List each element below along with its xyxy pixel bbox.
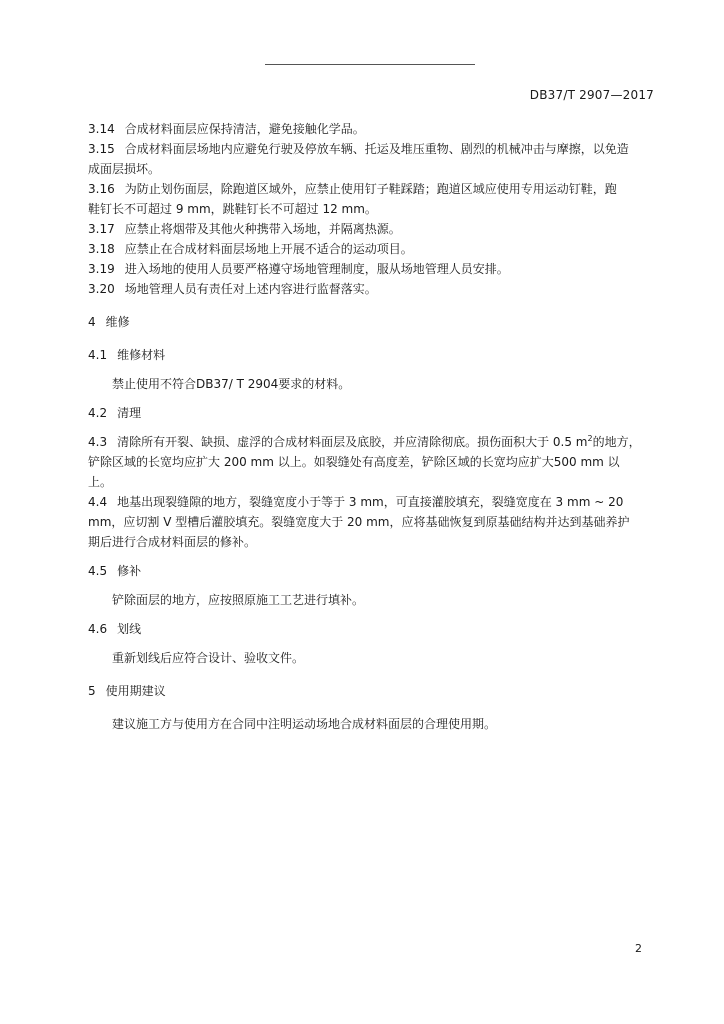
clause-3-20 <box>88 279 668 299</box>
subsection-title: 划线 <box>117 622 142 636</box>
clause-number: 3.15 <box>88 142 115 156</box>
clause-number: 3.17 <box>88 222 115 236</box>
subsection-4-6-body: 重新划线后应符合设计、验收文件。 <box>112 651 305 665</box>
subsection-number: 4.1 <box>88 348 108 362</box>
section-5-heading <box>88 681 668 701</box>
clause-4-4 <box>88 492 668 512</box>
clause-number: 3.18 <box>88 242 115 256</box>
clause-text: 场地管理人员有责任对上述内容进行监督落实。 <box>124 282 377 296</box>
clause-text: 地基出现裂缝隙的地方，裂缝宽度小于等于 3 mm，可直接灌胶填充，裂缝宽度在 3 mm ~ 20 <box>117 495 624 509</box>
subsection-title: 清理 <box>117 406 142 420</box>
clause-text: 合成材料面层应保持清洁，避免接触化学品。 <box>124 122 365 136</box>
clause-4-3-line-2: 铲除区域的长宽均应扩大 200 mm 以上。如裂缝处有高度差，铲除区域的长宽均应扩大500 mm 以 <box>88 455 620 469</box>
clause-text: 合成材料面层场地内应避免行驶及停放车辆、托运及堆压重物、剧烈的机械冲击与摩擦，以免造 <box>124 142 629 156</box>
clause-3-15 <box>88 139 668 159</box>
clause-4-3-line-3: 上。 <box>88 475 113 489</box>
subsection-number: 4.2 <box>88 406 108 420</box>
clause-text: 清除所有开裂、缺损、虚浮的合成材料面层及底胶，并应清除彻底。损伤面积大于 0.5 m <box>117 435 588 449</box>
clause-text: 为防止划伤面层，除跑道区域外，应禁止使用钉子鞋踩踏；跑道区域应使用专用运动钉鞋，跑 <box>124 182 617 196</box>
clause-3-19 <box>88 259 668 279</box>
section-title: 使用期建议 <box>105 684 166 698</box>
subsection-4-5-body: 铲除面层的地方，应按照原施工工艺进行填补。 <box>112 593 365 607</box>
section-number: 4 <box>88 315 96 329</box>
section-title: 维修 <box>105 315 130 329</box>
header-rule <box>265 64 475 65</box>
clause-number: 4.4 <box>88 495 108 509</box>
subsection-4-1-heading <box>88 345 668 365</box>
clause-3-14 <box>88 119 668 139</box>
clause-3-16-continued: 鞋钉长不可超过 9 mm，跳鞋钉长不可超过 12 mm。 <box>88 202 377 216</box>
subsection-4-2-heading <box>88 403 668 423</box>
section-4-heading <box>88 312 668 332</box>
clause-number: 3.20 <box>88 282 115 296</box>
clause-4-4-line-3: 期后进行合成材料面层的修补。 <box>88 535 257 549</box>
subsection-4-1-body: 禁止使用不符合DB37/ T 2904要求的材料。 <box>112 377 351 391</box>
clause-number: 3.16 <box>88 182 115 196</box>
subsection-title: 修补 <box>117 564 142 578</box>
document-code: DB37/T 2907—2017 <box>529 88 654 102</box>
superscript: 2 <box>587 434 593 443</box>
clause-text-end: 的地方， <box>592 435 641 449</box>
clause-number: 3.14 <box>88 122 115 136</box>
section-number: 5 <box>88 684 96 698</box>
clause-number: 4.3 <box>88 435 108 449</box>
clause-3-18 <box>88 239 668 259</box>
clause-number: 3.19 <box>88 262 115 276</box>
subsection-number: 4.6 <box>88 622 108 636</box>
clause-text: 应禁止在合成材料面层场地上开展不适合的运动项目。 <box>124 242 413 256</box>
clause-4-3 <box>88 432 668 452</box>
clause-3-17 <box>88 219 668 239</box>
clause-3-16 <box>88 179 668 199</box>
subsection-number: 4.5 <box>88 564 108 578</box>
page-number: 2 <box>635 942 642 955</box>
clause-3-15-continued: 成面层损坏。 <box>88 162 161 176</box>
subsection-title: 维修材料 <box>117 348 166 362</box>
clause-text: 进入场地的使用人员要严格遵守场地管理制度，服从场地管理人员安排。 <box>124 262 509 276</box>
section-5-body: 建议施工方与使用方在合同中注明运动场地合成材料面层的合理使用期。 <box>112 717 497 731</box>
clause-4-4-line-2: mm，应切割 V 型槽后灌胶填充。裂缝宽度大于 20 mm，应将基础恢复到原基础结构并达到基础养护 <box>88 515 630 529</box>
document-body <box>88 119 668 734</box>
subsection-4-5-heading <box>88 561 668 581</box>
subsection-4-6-heading <box>88 619 668 639</box>
clause-text: 应禁止将烟带及其他火种携带入场地，并隔离热源。 <box>124 222 401 236</box>
